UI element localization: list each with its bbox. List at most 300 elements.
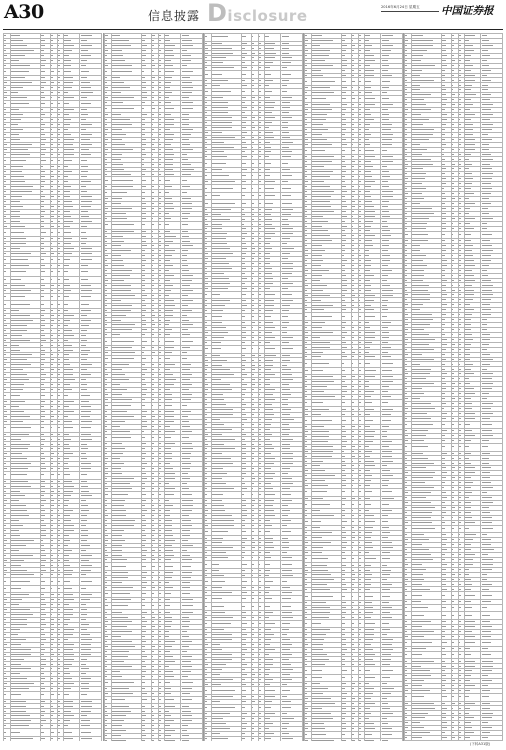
cell-text-mark <box>81 232 86 233</box>
cell-text-mark <box>182 389 189 390</box>
cell-text-mark <box>64 668 69 669</box>
cell-text-mark <box>182 626 189 627</box>
cell-text-mark <box>4 134 6 135</box>
cell-text-mark <box>58 474 59 475</box>
cell-text-mark <box>41 325 45 326</box>
cell-text-mark <box>152 374 155 375</box>
cell-text-mark <box>51 134 53 135</box>
cell-text-mark <box>4 279 5 280</box>
cell-text-mark <box>142 82 145 83</box>
cell-text-mark <box>51 711 54 712</box>
cell-text-mark <box>11 486 31 487</box>
cell-text-mark <box>112 416 134 417</box>
cell-text-mark <box>81 458 87 459</box>
cell-text-mark <box>11 505 26 506</box>
cell-text-mark <box>142 275 145 276</box>
cell-text-mark <box>105 599 107 600</box>
masthead <box>0 0 506 30</box>
cell-text-mark <box>51 434 54 435</box>
table-cell <box>50 68 58 76</box>
cell-text-mark <box>112 374 125 375</box>
cell-text-mark <box>142 494 145 495</box>
cell-text-mark <box>64 71 71 72</box>
cell-text-mark <box>159 510 160 511</box>
cell-text-mark <box>41 416 45 417</box>
cell-text-mark <box>182 320 189 321</box>
cell-text-mark <box>58 65 59 66</box>
cell-text-mark <box>165 520 172 521</box>
cell-text-mark <box>4 374 6 375</box>
cell-text-mark <box>165 180 170 181</box>
cell-text-mark <box>105 661 107 662</box>
cell-text-mark <box>152 119 154 120</box>
cell-text-mark <box>112 71 132 72</box>
cell-text-mark <box>81 555 92 556</box>
cell-text-mark <box>105 617 107 618</box>
cell-text-mark <box>51 201 53 202</box>
cell-text-mark <box>81 486 88 487</box>
cell-text-mark <box>51 196 54 197</box>
cell-text-mark <box>64 458 69 459</box>
cell-text-mark <box>165 134 174 135</box>
cell-text-mark <box>51 629 54 630</box>
cell-text-mark <box>41 444 44 445</box>
cell-text-mark <box>81 176 87 177</box>
cell-text-mark <box>51 139 54 140</box>
cell-text-mark <box>105 720 107 721</box>
cell-text-mark <box>182 203 192 204</box>
cell-text-mark <box>165 305 175 306</box>
cell-text-mark <box>152 305 154 306</box>
cell-text-mark <box>81 411 91 412</box>
cell-text-mark <box>64 271 68 272</box>
cell-text-mark <box>64 664 72 665</box>
table-cell <box>142 189 151 197</box>
cell-text-mark <box>112 55 123 56</box>
cell-text-mark <box>165 740 175 741</box>
cell-text-mark <box>159 97 160 98</box>
cell-text-mark <box>41 221 43 222</box>
cell-text-mark <box>182 699 192 700</box>
cell-text-mark <box>105 224 107 225</box>
cell-text-mark <box>11 738 33 739</box>
cell-text-mark <box>182 421 189 422</box>
cell-text-mark <box>182 631 187 632</box>
cell-text-mark <box>64 359 69 360</box>
cell-text-mark <box>81 732 91 733</box>
cell-text-mark <box>51 60 53 61</box>
cell-text-mark <box>105 566 107 567</box>
cell-text-mark <box>152 180 154 181</box>
cell-text-mark <box>159 646 161 647</box>
cell-text-mark <box>105 682 107 683</box>
cell-text-mark <box>11 97 27 98</box>
cell-text-mark <box>41 619 44 620</box>
table-row <box>105 679 203 687</box>
cell-text-mark <box>81 604 86 605</box>
cell-text-mark <box>152 250 154 251</box>
cell-text-mark <box>165 656 173 657</box>
cell-text-mark <box>152 720 154 721</box>
cell-text-mark <box>105 515 107 516</box>
cell-text-mark <box>142 389 146 390</box>
cell-text-mark <box>81 634 90 635</box>
table-cell <box>111 105 141 113</box>
cell-text-mark <box>51 588 52 589</box>
cell-text-mark <box>165 443 175 444</box>
cell-text-mark <box>142 651 144 652</box>
cell-text-mark <box>105 725 107 726</box>
cell-text-mark <box>58 345 59 346</box>
table-cell <box>80 256 102 264</box>
cell-text-mark <box>58 171 60 172</box>
cell-text-mark <box>11 379 29 380</box>
cell-text-mark <box>152 500 153 501</box>
cell-text-mark <box>81 369 87 370</box>
section-title-en-initial: D <box>207 0 228 27</box>
cell-text-mark <box>51 350 53 351</box>
cell-text-mark <box>4 453 6 454</box>
cell-text-mark <box>81 248 92 249</box>
cell-text-mark <box>112 566 126 567</box>
cell-text-mark <box>112 334 120 335</box>
cell-text-mark <box>165 550 173 551</box>
cell-text-mark <box>11 619 27 620</box>
cell-text-mark <box>165 374 172 375</box>
cell-text-mark <box>165 65 173 66</box>
cell-text-mark <box>11 535 20 536</box>
cell-text-mark <box>182 394 193 395</box>
cell-text-mark <box>142 154 145 155</box>
table-cell <box>142 338 151 346</box>
cell-text-mark <box>159 582 160 583</box>
cell-text-mark <box>159 295 161 296</box>
cell-text-mark <box>105 651 107 652</box>
cell-text-mark <box>105 320 107 321</box>
cell-text-mark <box>58 448 60 449</box>
cell-text-mark <box>159 443 160 444</box>
cell-text-mark <box>152 593 155 594</box>
cell-text-mark <box>41 206 43 207</box>
cell-text-mark <box>152 730 155 731</box>
cell-text-mark <box>152 203 155 204</box>
cell-text-mark <box>112 352 135 353</box>
cell-text-mark <box>51 181 53 182</box>
table-cell <box>111 189 141 197</box>
table-cell <box>41 229 50 237</box>
cell-text-mark <box>142 358 145 359</box>
cell-text-mark <box>165 71 173 72</box>
cell-text-mark <box>64 166 68 167</box>
table-row <box>105 222 203 230</box>
cell-text-mark <box>182 379 191 380</box>
cell-text-mark <box>112 636 121 637</box>
cell-text-mark <box>152 411 154 412</box>
cell-text-mark <box>105 641 107 642</box>
cell-text-mark <box>165 275 174 276</box>
cell-text-mark <box>11 87 23 88</box>
cell-text-mark <box>4 109 5 110</box>
cell-text-mark <box>112 260 123 261</box>
cell-text-mark <box>165 108 174 109</box>
cell-text-mark <box>81 629 87 630</box>
table-cell <box>10 256 40 264</box>
cell-text-mark <box>51 315 54 316</box>
cell-text-mark <box>41 271 44 272</box>
cell-text-mark <box>152 545 153 546</box>
cell-text-mark <box>64 206 73 207</box>
cell-text-mark <box>4 243 6 244</box>
cell-text-mark <box>81 570 91 571</box>
cell-text-mark <box>4 694 5 695</box>
cell-text-mark <box>182 621 190 622</box>
cell-text-mark <box>112 656 128 657</box>
cell-text-mark <box>152 530 155 531</box>
table-cell <box>151 602 159 610</box>
cell-text-mark <box>105 715 108 716</box>
cell-text-mark <box>51 535 53 536</box>
cell-text-mark <box>51 119 53 120</box>
table-cell <box>181 402 203 410</box>
table-cell <box>105 105 112 113</box>
cell-text-mark <box>112 285 131 286</box>
cell-text-mark <box>105 295 107 296</box>
table-cell <box>50 472 58 480</box>
cell-text-mark <box>58 694 59 695</box>
cell-text-mark <box>112 290 131 291</box>
table-cell <box>41 392 50 400</box>
cell-text-mark <box>64 119 70 120</box>
cell-text-mark <box>182 540 189 541</box>
cell-text-mark <box>58 55 59 56</box>
table-cell <box>50 100 58 108</box>
cell-text-mark <box>58 588 59 589</box>
cell-text-mark <box>112 310 131 311</box>
cell-text-mark <box>159 369 160 370</box>
cell-text-mark <box>159 555 160 556</box>
cell-text-mark <box>142 621 146 622</box>
cell-text-mark <box>51 694 54 695</box>
cell-text-mark <box>105 154 107 155</box>
cell-text-mark <box>41 243 43 244</box>
cell-text-mark <box>41 71 45 72</box>
cell-text-mark <box>165 473 175 474</box>
cell-text-mark <box>112 295 135 296</box>
cell-text-mark <box>81 609 88 610</box>
cell-text-mark <box>4 406 6 407</box>
cell-text-mark <box>105 169 107 170</box>
cell-text-mark <box>152 394 154 395</box>
cell-text-mark <box>81 50 88 51</box>
table-row <box>4 425 102 433</box>
cell-text-mark <box>81 243 86 244</box>
cell-text-mark <box>41 279 44 280</box>
cell-text-mark <box>51 683 53 684</box>
table-cell <box>41 425 50 433</box>
cell-text-mark <box>159 515 160 516</box>
cell-text-mark <box>4 82 6 83</box>
cell-text-mark <box>41 40 45 41</box>
cell-text-mark <box>152 666 155 667</box>
cell-text-mark <box>11 604 19 605</box>
cell-text-mark <box>142 421 146 422</box>
table-cell <box>105 696 112 704</box>
cell-text-mark <box>4 401 7 402</box>
cell-text-mark <box>152 693 154 694</box>
cell-text-mark <box>4 725 5 726</box>
cell-text-mark <box>182 260 187 261</box>
cell-text-mark <box>142 577 146 578</box>
table-row <box>4 585 102 593</box>
cell-text-mark <box>182 651 187 652</box>
cell-text-mark <box>41 629 43 630</box>
cell-text-mark <box>4 92 7 93</box>
cell-text-mark <box>182 500 194 501</box>
cell-text-mark <box>142 60 144 61</box>
cell-text-mark <box>159 250 160 251</box>
cell-text-mark <box>81 154 91 155</box>
cell-text-mark <box>152 341 154 342</box>
cell-text-mark <box>51 416 54 417</box>
cell-text-mark <box>64 248 74 249</box>
cell-text-mark <box>165 458 171 459</box>
cell-text-mark <box>152 186 154 187</box>
cell-text-mark <box>4 226 6 227</box>
cell-text-mark <box>64 570 73 571</box>
cell-text-mark <box>41 732 44 733</box>
cell-text-mark <box>105 443 107 444</box>
cell-text-mark <box>182 82 192 83</box>
cell-text-mark <box>182 275 193 276</box>
cell-text-mark <box>159 203 160 204</box>
cell-text-mark <box>4 664 5 665</box>
cell-text-mark <box>11 694 21 695</box>
cell-text-mark <box>51 644 53 645</box>
cell-text-mark <box>51 265 52 266</box>
cell-text-mark <box>4 683 6 684</box>
cell-text-mark <box>58 201 60 202</box>
cell-text-mark <box>105 55 107 56</box>
cell-text-mark <box>58 458 60 459</box>
cell-text-mark <box>182 688 192 689</box>
page-number: A30 <box>4 1 44 23</box>
cell-text-mark <box>11 114 23 115</box>
cell-text-mark <box>112 315 126 316</box>
table-cell <box>181 355 203 363</box>
cell-text-mark <box>152 169 155 170</box>
cell-text-mark <box>182 520 191 521</box>
cell-text-mark <box>165 720 174 721</box>
cell-text-mark <box>165 186 172 187</box>
cell-text-mark <box>81 238 88 239</box>
cell-text-mark <box>142 636 144 637</box>
table-cell <box>10 68 40 76</box>
cell-text-mark <box>64 196 70 197</box>
cell-text-mark <box>64 683 74 684</box>
cell-text-mark <box>165 426 170 427</box>
cell-text-mark <box>165 97 169 98</box>
cell-text-mark <box>58 411 60 412</box>
cell-text-mark <box>182 102 194 103</box>
cell-text-mark <box>152 699 155 700</box>
cell-text-mark <box>159 389 161 390</box>
cell-text-mark <box>4 389 5 390</box>
cell-text-mark <box>51 87 53 88</box>
cell-text-mark <box>159 134 160 135</box>
cell-text-mark <box>81 468 91 469</box>
cell-text-mark <box>105 358 107 359</box>
cell-text-mark <box>142 587 145 588</box>
cell-text-mark <box>112 666 132 667</box>
cell-text-mark <box>64 694 68 695</box>
cell-text-mark <box>159 545 160 546</box>
cell-text-mark <box>41 530 45 531</box>
cell-text-mark <box>11 82 32 83</box>
cell-text-mark <box>41 320 45 321</box>
cell-text-mark <box>58 181 59 182</box>
cell-text-mark <box>112 241 124 242</box>
cell-text-mark <box>105 448 107 449</box>
cell-text-mark <box>64 345 72 346</box>
cell-text-mark <box>105 494 107 495</box>
cell-text-mark <box>81 474 87 475</box>
cell-text-mark <box>142 87 145 88</box>
cell-text-mark <box>58 395 59 396</box>
cell-text-mark <box>165 715 171 716</box>
cell-text-mark <box>51 45 53 46</box>
cell-text-mark <box>112 458 120 459</box>
cell-text-mark <box>159 384 160 385</box>
cell-text-mark <box>11 453 22 454</box>
cell-text-mark <box>41 285 44 286</box>
cell-text-mark <box>182 144 190 145</box>
cell-text-mark <box>159 535 160 536</box>
cell-text-mark <box>4 354 6 355</box>
cell-text-mark <box>41 186 43 187</box>
cell-text-mark <box>142 525 146 526</box>
cell-text-mark <box>165 535 173 536</box>
cell-text-mark <box>142 379 144 380</box>
cell-text-mark <box>182 535 191 536</box>
cell-text-mark <box>182 280 193 281</box>
cell-text-mark <box>41 453 43 454</box>
cell-text-mark <box>41 290 44 291</box>
table-cell <box>105 590 112 598</box>
cell-text-mark <box>81 379 87 380</box>
cell-text-mark <box>182 352 188 353</box>
cell-text-mark <box>41 481 45 482</box>
cell-text-mark <box>105 505 107 506</box>
cell-text-mark <box>152 255 154 256</box>
table-row <box>4 100 102 108</box>
cell-text-mark <box>112 559 127 560</box>
cell-text-mark <box>58 688 60 689</box>
cell-text-mark <box>58 520 60 521</box>
cell-text-mark <box>81 594 92 595</box>
cell-text-mark <box>4 369 5 370</box>
cell-text-mark <box>159 198 161 199</box>
cell-text-mark <box>182 255 187 256</box>
cell-text-mark <box>4 458 5 459</box>
cell-text-mark <box>51 364 53 365</box>
cell-text-mark <box>165 671 173 672</box>
cell-text-mark <box>64 688 71 689</box>
cell-text-mark <box>51 406 53 407</box>
table-cell <box>164 105 180 113</box>
cell-text-mark <box>81 65 87 66</box>
cell-text-mark <box>81 87 91 88</box>
cell-text-mark <box>41 599 45 600</box>
